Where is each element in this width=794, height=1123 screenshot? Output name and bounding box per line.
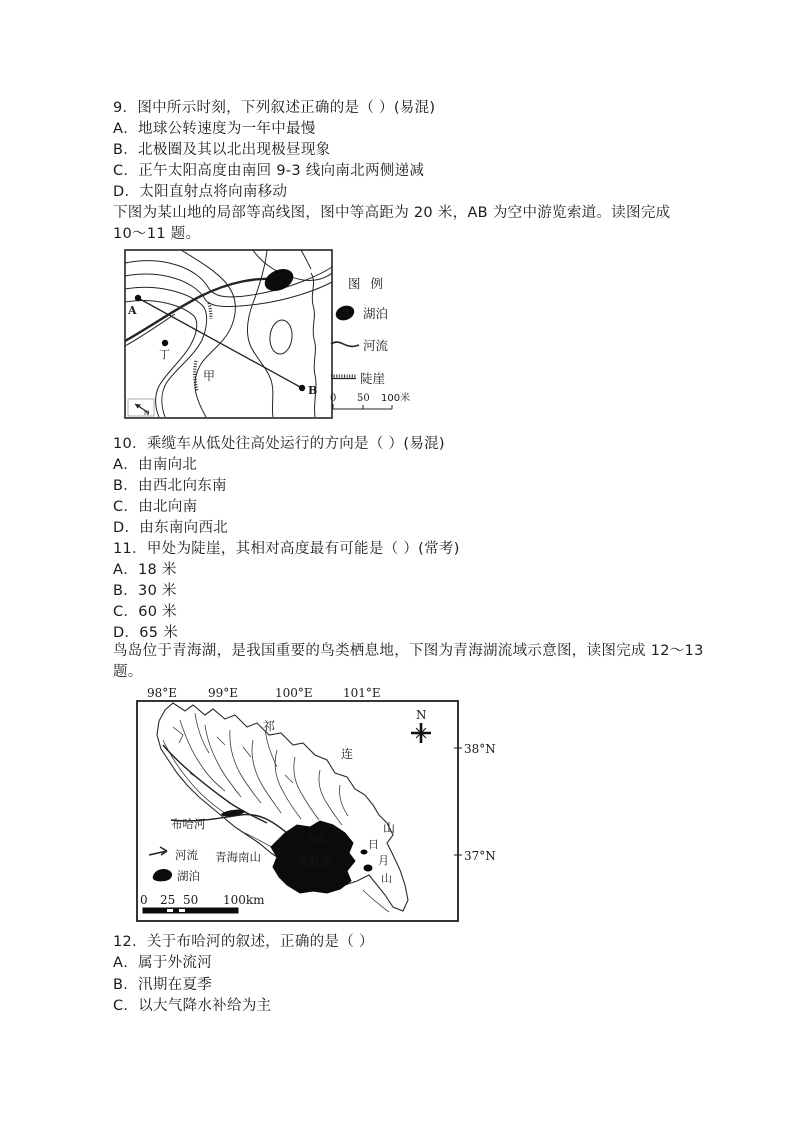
map2-scale bbox=[140, 893, 265, 913]
qinghai-lake-label: 青海湖 bbox=[297, 856, 332, 868]
north-label: N bbox=[144, 409, 150, 417]
north-label: N bbox=[416, 708, 427, 722]
legend-river-icon bbox=[149, 847, 167, 855]
legend-cliff-label: 陡崖 bbox=[360, 371, 386, 386]
legend-river-label: 河流 bbox=[363, 338, 389, 353]
legend-river-icon bbox=[331, 342, 359, 346]
question-9-option-b: B．北极圈及其以北出现极昼现象 bbox=[113, 142, 331, 158]
lat-38n-label: 38°N bbox=[464, 742, 496, 756]
point-b-dot bbox=[299, 385, 305, 391]
lon-100e-label: 100°E bbox=[275, 686, 313, 700]
map1-legend bbox=[330, 276, 410, 409]
question-9-stem: 9．图中所示时刻，下列叙述正确的是（ ）(易混) bbox=[113, 100, 436, 116]
map2-legend bbox=[149, 847, 200, 883]
question-12-option-a: A．属于外流河 bbox=[113, 955, 213, 971]
question-11-option-c: C．60 米 bbox=[113, 604, 177, 620]
question-10-option-b: B．由西北向东南 bbox=[113, 478, 227, 494]
qilian-label-lian: 连 bbox=[341, 747, 354, 761]
contour-line bbox=[125, 261, 332, 297]
question-10-option-c: C．由北向南 bbox=[113, 499, 198, 515]
passage-2-line-2: 题。 bbox=[113, 664, 143, 680]
question-11-option-b: B．30 米 bbox=[113, 583, 177, 599]
point-ding-dot bbox=[162, 340, 168, 346]
scale-0: 0 bbox=[330, 393, 337, 404]
question-11-option-a: A．18 米 bbox=[113, 562, 177, 578]
lat-37n-label: 37°N bbox=[464, 849, 496, 863]
legend-lake-icon bbox=[153, 869, 172, 881]
point-ding-label: 丁 bbox=[159, 348, 170, 361]
lon-101e-label: 101°E bbox=[343, 686, 381, 700]
qilian-label-qi: 祁 bbox=[263, 719, 276, 733]
lon-99e-label: 99°E bbox=[208, 686, 239, 700]
legend-lake-label: 湖泊 bbox=[363, 306, 389, 321]
islet-shape bbox=[364, 865, 373, 872]
passage-1-line-2: 10～11 题。 bbox=[113, 226, 201, 242]
question-12-option-c: C．以大气降水补给为主 bbox=[113, 998, 272, 1014]
scale-100km: 100km bbox=[223, 893, 265, 907]
contour-line bbox=[301, 250, 311, 269]
contour-map-figure bbox=[115, 249, 445, 421]
scale-100: 100米 bbox=[381, 393, 411, 404]
legend-river-label: 河流 bbox=[175, 848, 198, 862]
qinghai-nanshan-label: 青海南山 bbox=[215, 850, 261, 864]
closed-contour bbox=[268, 319, 293, 355]
scale-50: 50 bbox=[183, 893, 199, 907]
contour-line bbox=[181, 250, 235, 417]
scale-bar bbox=[333, 404, 392, 409]
legend-title: 图 例 bbox=[348, 276, 386, 291]
legend-lake-label: 湖泊 bbox=[177, 869, 200, 883]
passage-1-line-1: 下图为某山地的局部等高线图，图中等高距为 20 米，AB 为空中游览索道。读图完成 bbox=[113, 205, 671, 221]
north-arrow-box bbox=[128, 399, 154, 417]
qinghai-lake-map-figure bbox=[135, 685, 505, 925]
scale-bar-gap bbox=[167, 909, 173, 912]
riyue-label-ri: 日 bbox=[368, 838, 379, 851]
lon-98e-label: 98°E bbox=[147, 686, 178, 700]
lake-shape bbox=[261, 265, 297, 295]
legend-lake-icon bbox=[334, 303, 357, 323]
scale-bar-gap bbox=[179, 909, 185, 912]
scale-bar bbox=[143, 908, 238, 913]
passage-2-line-1: 鸟岛位于青海湖，是我国重要的鸟类栖息地，下图为青海湖流域示意图，读图完成 12～13 bbox=[113, 643, 704, 659]
question-12-stem: 12．关于布哈河的叙述，正确的是（ ） bbox=[113, 934, 374, 950]
question-9-option-c: C．正午太阳高度由南回 9-3 线向南北两侧递减 bbox=[113, 163, 425, 179]
point-a-dot bbox=[135, 295, 141, 301]
cliff-hatch bbox=[209, 303, 211, 319]
point-b-label: B bbox=[308, 384, 318, 397]
scale-0: 0 bbox=[140, 893, 148, 907]
bird-island-label: 鸟岛 bbox=[307, 835, 327, 846]
question-9-option-d: D．太阳直射点将向南移动 bbox=[113, 184, 288, 200]
question-12-option-b: B．汛期在夏季 bbox=[113, 977, 213, 993]
question-10-stem: 10．乘缆车从低处往高处运行的方向是（ ）(易混) bbox=[113, 436, 445, 452]
north-arrow bbox=[411, 708, 431, 743]
scale-25: 25 bbox=[160, 893, 176, 907]
question-11-stem: 11．甲处为陡崖，其相对高度最有可能是（ ）(常考) bbox=[113, 541, 460, 557]
point-a-label: A bbox=[128, 304, 137, 317]
scale-50: 50 bbox=[357, 393, 370, 404]
riyue-label-shan: 山 bbox=[381, 872, 392, 885]
qilian-label-shan: 山 bbox=[383, 821, 396, 835]
question-10-option-d: D．由东南向西北 bbox=[113, 520, 229, 536]
buha-river-label: 布哈河 bbox=[171, 817, 206, 831]
question-9-option-a: A．地球公转速度为一年中最慢 bbox=[113, 121, 316, 137]
question-10-option-a: A．由南向北 bbox=[113, 457, 198, 473]
riyue-label-yue: 月 bbox=[378, 854, 389, 867]
islet-shape bbox=[361, 850, 368, 855]
question-11-option-d: D．65 米 bbox=[113, 625, 179, 641]
point-jia-label: 甲 bbox=[203, 369, 216, 383]
